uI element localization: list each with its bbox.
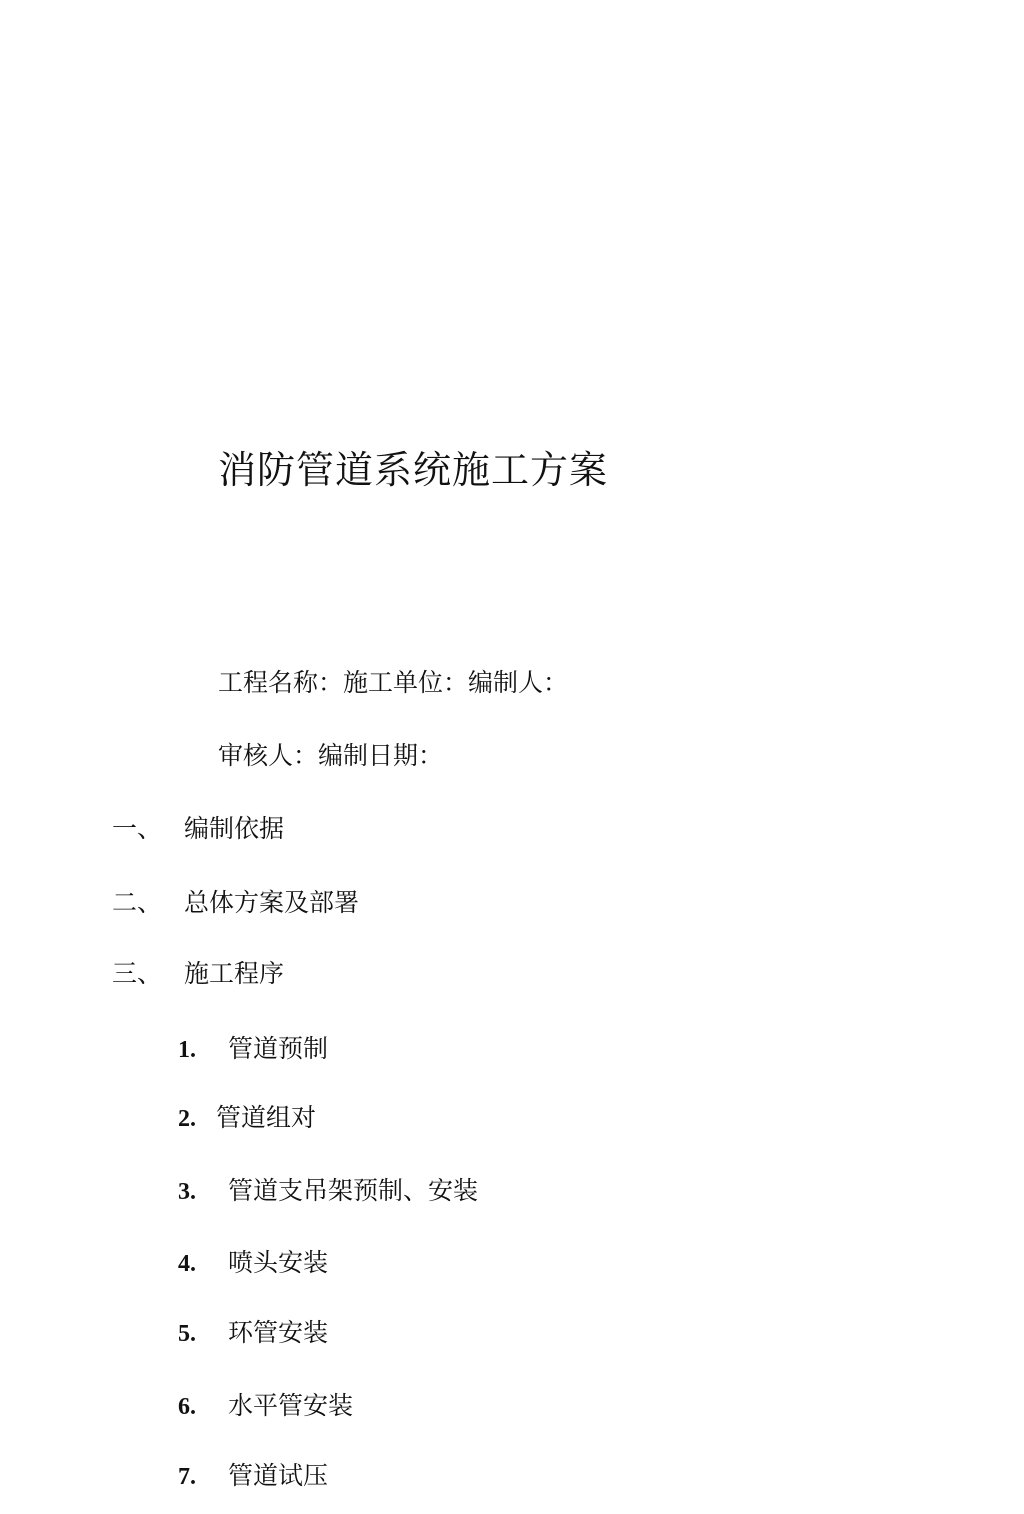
item-number: 2.	[178, 1106, 196, 1132]
item-label: 水平管安装	[228, 1391, 354, 1420]
project-info-line: 工程名称：施工单位：编制人：	[218, 668, 569, 697]
section-number: 三、	[112, 959, 163, 988]
item-number: 1.	[178, 1037, 196, 1063]
section-heading	[112, 885, 359, 921]
item-label: 喷头安装	[228, 1248, 329, 1277]
item-number: 4.	[178, 1251, 196, 1277]
item-label: 管道预制	[228, 1034, 329, 1063]
item-number: 3.	[178, 1179, 196, 1205]
section-heading	[112, 811, 284, 847]
section-label: 施工程序	[184, 959, 285, 988]
list-item	[178, 1458, 328, 1495]
list-item	[178, 1100, 316, 1137]
section-heading	[112, 956, 284, 992]
item-label: 管道试压	[228, 1461, 329, 1490]
list-item	[178, 1388, 353, 1425]
list-item	[178, 1245, 328, 1282]
item-number: 6.	[178, 1394, 196, 1420]
item-label: 环管安装	[228, 1318, 329, 1347]
section-number: 二、	[112, 888, 163, 917]
list-item	[178, 1173, 478, 1210]
section-number: 一、	[112, 814, 163, 843]
section-label: 编制依据	[184, 814, 285, 843]
item-number: 5.	[178, 1321, 196, 1347]
review-info-line: 审核人：编制日期：	[218, 741, 444, 770]
list-item	[178, 1315, 328, 1352]
item-label: 管道支吊架预制、安装	[228, 1176, 479, 1205]
document-title: 消防管道系统施工方案	[218, 448, 609, 492]
item-number: 7.	[178, 1464, 196, 1490]
item-label: 管道组对	[216, 1103, 317, 1132]
section-label: 总体方案及部署	[184, 888, 360, 917]
list-item	[178, 1031, 328, 1068]
